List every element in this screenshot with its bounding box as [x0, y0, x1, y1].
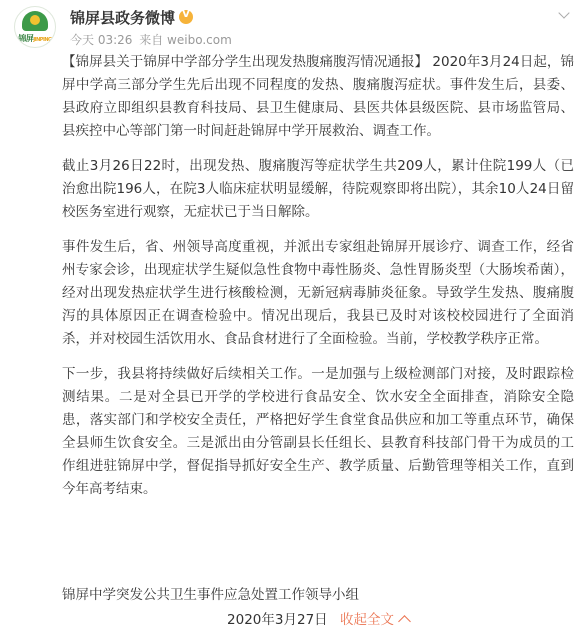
collapse-label: 收起全文 [339, 612, 394, 628]
chevron-up-icon [398, 615, 411, 628]
post-body [62, 51, 574, 513]
post-paragraph: 【锦屏县关于锦屏中学部分学生出现发热腹痛腹泻情况通报】 2020年3月24日起，锦屏中学高三部分学生先后出现不同程度的发热、腹痛腹泻症状。事件发生后，县委、县政府立即组织县教育科技局、县卫生健康局、县医共体县级医院、县市场监管局、县疾控中心等部门第一时间赶赴锦屏中学开展救治、调查工作。 [62, 54, 574, 139]
post-signature: 锦屏中学突发公共卫生事件应急处置工作领导小组 [62, 587, 359, 603]
post-paragraph: 事件发生后，省、州领导高度重视，并派出专家组赴锦屏开展诊疗、调查工作，经省州专家会诊，出现症状学生疑似急性食物中毒性肠炎、急性胃肠炎型（大肠埃希菌），经对出现发热症状学生进行核酸检测，无新冠病毒肺炎征象。导致学生发热、腹痛腹泻的具体原因正在调查检验中。情况出现后，我县已及时对该校校园进行了全面消杀，并对校园生活饮用水、食品食材进行了全面检验。当前，学校教学秩序正常。 [62, 239, 574, 347]
author-name[interactable]: 锦屏县政务微博 [70, 8, 176, 27]
post-paragraph: 截止3月26日22时，出现发热、腹痛腹泻等症状学生共209人，累计住院199人（已治愈出院196人，在院3人临床症状明显缓解，待院观察即将出院），其余10人24日留校医务室进行观察，无症状已于当日解除。 [62, 158, 574, 220]
post-paragraph: 下一步，我县将持续做好后续相关工作。一是加强与上级检测部门对接，及时跟踪检测结果。二是对全县已开学的学校进行食品安全、饮水安全全面排查，消除安全隐患，落实部门和学校安全责任，严格把好学生食堂食品供应和加工等重点环节，确保全县师生饮食安全。三是派出由分管副县长任组长、县教育科技部门骨干为成员的工作组进驻锦屏中学，督促指导抓好安全生产、教学质量、后勤管理等相关工作，直到今年高考结束。 [62, 366, 574, 497]
chevron-down-icon [558, 7, 569, 18]
avatar-logo-text: 锦屏JINPING [18, 34, 52, 43]
post-source[interactable]: 来自 weibo.com [139, 33, 232, 47]
post-date: 2020年3月27日 [227, 612, 328, 628]
post-footer [62, 585, 574, 631]
collapse-button[interactable] [340, 612, 409, 628]
date-row [62, 610, 574, 631]
post-header [14, 6, 574, 52]
verified-badge-icon [179, 10, 193, 24]
avatar[interactable] [14, 6, 56, 48]
post-time[interactable]: 今天 03:26 [70, 33, 133, 47]
more-options-button[interactable] [560, 6, 568, 20]
post-meta [70, 31, 235, 48]
avatar-sun-shape [30, 15, 40, 25]
author-row [70, 7, 193, 27]
